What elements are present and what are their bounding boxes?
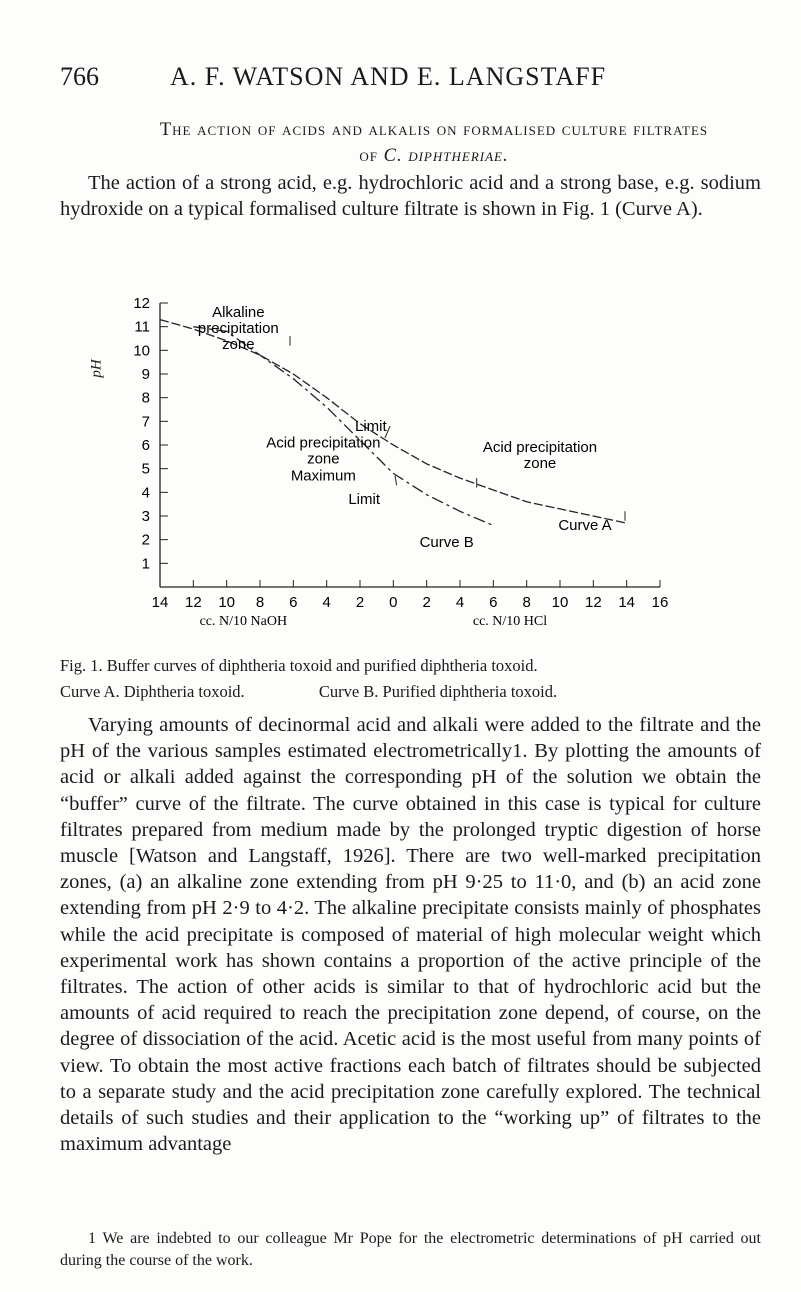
chart-svg bbox=[120, 295, 680, 629]
x-tick-label: 14 bbox=[151, 594, 169, 611]
x-tick-label: 2 bbox=[355, 594, 365, 611]
intro-paragraph: The action of a strong acid, e.g. hydrochloric acid and a strong base, e.g. sodium hydroxide on a typical formalised culture filtrate is shown in Fig. 1 (Curve A). bbox=[60, 172, 761, 221]
y-tick-label: 3 bbox=[141, 508, 150, 525]
y-tick-label: 8 bbox=[141, 389, 150, 407]
annotation-acid-zone-right: Acid precipitation bbox=[482, 439, 598, 457]
annotation-curve-b: Curve B bbox=[419, 533, 474, 551]
x-tick-label: 4 bbox=[455, 594, 465, 611]
x-tick-label: 8 bbox=[255, 594, 265, 611]
section-title bbox=[104, 117, 764, 169]
x-tick-label: 2 bbox=[422, 594, 431, 611]
figure-caption-curves bbox=[60, 680, 761, 704]
annotation-maximum: Maximum bbox=[290, 467, 356, 485]
x-tick-label: 4 bbox=[322, 594, 331, 611]
x-label-naoh: cc. N/10 NaOH bbox=[199, 614, 288, 629]
annotation-limit-lower: Limit bbox=[348, 491, 380, 509]
annotation-acid-zone-left: Acid precipitation bbox=[266, 434, 381, 452]
annotation-alkaline-zone: zone bbox=[222, 336, 255, 354]
x-tick-label: 10 bbox=[218, 594, 236, 611]
y-tick-label: 1 bbox=[141, 555, 150, 573]
arrow-maximum bbox=[395, 476, 397, 485]
x-label-hcl: cc. N/10 HCl bbox=[472, 614, 548, 629]
annotation-acid-zone-right: zone bbox=[523, 455, 557, 473]
y-tick-label: 7 bbox=[141, 413, 150, 431]
y-tick-label: 5 bbox=[141, 460, 150, 478]
x-tick-label: 6 bbox=[489, 594, 498, 611]
x-tick-label: 12 bbox=[584, 594, 602, 611]
section-title-organism: C. diphtheriae. bbox=[383, 146, 509, 166]
y-tick-label: 2 bbox=[141, 531, 150, 549]
y-tick-label: 12 bbox=[133, 295, 150, 312]
page-header bbox=[60, 62, 760, 92]
x-tick-label: 10 bbox=[551, 594, 569, 611]
section-title-line2 bbox=[104, 143, 764, 169]
annotation-curve-a: Curve A bbox=[558, 517, 612, 535]
annotation-alkaline-zone: Alkaline bbox=[212, 304, 265, 322]
y-tick-label: 11 bbox=[134, 318, 150, 336]
y-axis-label: pH bbox=[88, 359, 105, 378]
annotation-alkaline-zone: precipitation bbox=[197, 320, 279, 338]
y-tick-label: 10 bbox=[133, 342, 150, 360]
x-tick-label: 8 bbox=[522, 594, 531, 611]
body-paragraph: Varying amounts of decinormal acid and alkali were added to the filtrate and the pH of the various samples estimated electrometrically1. By plotting the amounts of acid or alkali added against the corresponding pH of the solution we obtain the “buffer” curve of the filtrate. The curve obtained in this case is typical for culture filtrates prepared from medium made by the prolonged tryptic digestion of horse muscle [Watson and Langstaff, 1926]. There are two well-marked precipitation zones, (a) an alkaline zone extending from pH 9·25 to 11·0, and (b) an acid zone extending from pH 2·9 to 4·2. The alkaline precipitate consists mainly of phosphates while the acid precipitate is composed of material of high molecular weight which experimental work has shown contains a proportion of the active principle of the filtrates. The action of other acids is similar to that of hydrochloric acid but the amounts of acid required to reach the precipitation zone depend, of course, on the degree of dissociation of the acid. Acetic acid is the most useful from many points of view. To obtain the most active fractions each batch of filtrates should be subjected to a separate study and the acid precipitation zone carefully explored. The technical details of such studies and their application to the “working up” of filtrates to the maximum advantage bbox=[60, 714, 761, 1156]
footnote: 1 We are indebted to our colleague Mr Pope for the electrometric determinations of pH carried out during the course of the work. bbox=[60, 1230, 761, 1269]
annotation-acid-zone-left: zone bbox=[307, 450, 340, 468]
annotation-limit-upper: Limit bbox=[354, 417, 387, 435]
section-title-prefix: of bbox=[359, 146, 384, 166]
running-head: A. F. WATSON AND E. LANGSTAFF bbox=[170, 62, 607, 91]
y-tick-label: 9 bbox=[141, 366, 150, 383]
x-tick-label: 12 bbox=[184, 594, 202, 611]
x-tick-label: 6 bbox=[289, 594, 298, 611]
caption-curve-b: Curve B. Purified diphtheria toxoid. bbox=[318, 682, 558, 701]
figure-1-chart bbox=[120, 295, 680, 629]
caption-curve-a: Curve A. Diphtheria toxoid. bbox=[60, 682, 245, 701]
page-number: 766 bbox=[60, 62, 99, 91]
series-curve-b bbox=[193, 327, 493, 526]
y-tick-label: 6 bbox=[141, 437, 150, 454]
x-tick-label: 16 bbox=[651, 594, 669, 611]
figure-caption bbox=[60, 654, 761, 678]
x-tick-label: 14 bbox=[618, 594, 636, 611]
y-tick-label: 4 bbox=[141, 484, 150, 502]
x-tick-label: 0 bbox=[389, 594, 398, 611]
caption-line1: Fig. 1. Buffer curves of diphtheria toxoid and purified diphtheria toxoid. bbox=[60, 656, 538, 675]
section-title-line1: The action of acids and alkalis on formalised culture filtrates bbox=[159, 120, 709, 140]
